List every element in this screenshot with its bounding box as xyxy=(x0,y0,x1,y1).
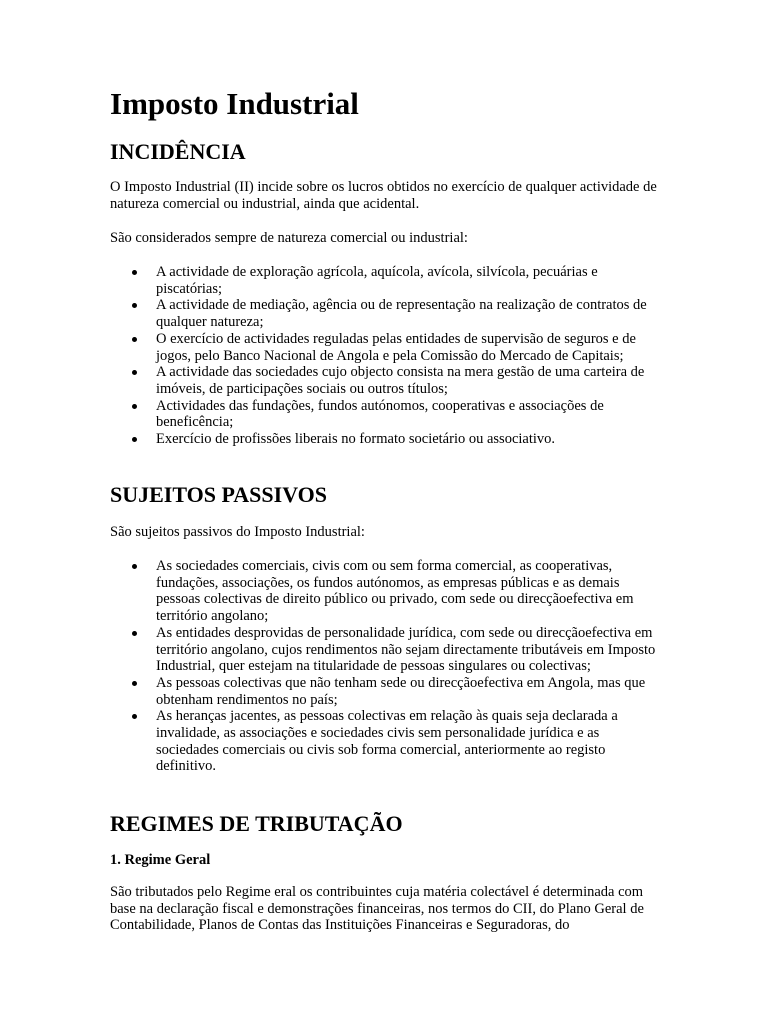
list-item-text: A actividade de mediação, agência ou de representação na realização de contratos de qualquer natureza; xyxy=(156,297,647,331)
paragraph: São tributados pelo Regime eral os contribuintes cuja matéria colectável é determinada com base na declaração fiscal e demonstrações financeiras, nos termos do CII, do Plano Geral de Contabilidade, Planos de Contas das Instituições Financeiras e Seguradoras, do xyxy=(110,884,644,934)
list-item xyxy=(110,675,662,708)
bullet-list-incidencia xyxy=(110,264,662,448)
list-item-text: O exercício de actividades reguladas pelas entidades de supervisão de seguros e de jogos, pelo Banco Nacional de Angola e pela Comissão do Mercado de Capitais; xyxy=(156,330,636,364)
bullet-icon xyxy=(132,631,137,636)
list-item-text: A actividade das sociedades cujo objecto consista na mera gestão de uma carteira de imóveis, de participações sociais ou outros títulos; xyxy=(156,364,645,397)
list-item xyxy=(110,625,662,675)
bullet-list-sujeitos-passivos xyxy=(110,558,662,775)
list-item-text: As heranças jacentes, as pessoas colectivas em relação às quais seja declarada a invalidade, as associações e sociedades civis sem personalidade jurídica e as sociedades comerciais ou civis sob forma comercial, anteriormente ao registo definitivo. xyxy=(156,708,618,775)
list-item xyxy=(110,364,662,397)
list-item xyxy=(110,264,662,297)
list-item-text: As entidades desprovidas de personalidade jurídica, com sede ou direcçãoefectiva em território angolano, cujos rendimentos não sejam directamente tributáveis em Imposto Industrial, quer estejam na titularidade de pessoas singulares ou colectivas; xyxy=(156,624,656,675)
paragraph: O Imposto Industrial (II) incide sobre os lucros obtidos no exercício de qualquer actividade de natureza comercial ou industrial, ainda que acidental. xyxy=(110,179,657,212)
list-item-text: Exercício de profissões liberais no formato societário ou associativo. xyxy=(156,431,556,448)
bullet-icon xyxy=(132,564,137,569)
subheading-regime-geral: 1. Regime Geral xyxy=(110,852,211,868)
list-item xyxy=(110,558,662,625)
list-item-text: Actividades das fundações, fundos autónomos, cooperativas e associações de beneficência; xyxy=(156,397,604,431)
list-item xyxy=(110,431,662,448)
list-item-text: As pessoas colectivas que não tenham sede ou direcçãoefectiva em Angola, mas que obtenham rendimentos no país; xyxy=(156,674,646,708)
paragraph: São considerados sempre de natureza comercial ou industrial: xyxy=(110,230,468,246)
section-heading-sujeitos-passivos: SUJEITOS PASSIVOS xyxy=(110,482,328,507)
bullet-icon xyxy=(132,681,137,686)
list-item xyxy=(110,708,662,775)
bullet-icon xyxy=(132,404,137,409)
list-item xyxy=(110,331,662,364)
bullet-icon xyxy=(132,303,137,308)
paragraph: São sujeitos passivos do Imposto Industrial: xyxy=(110,524,365,540)
bullet-icon xyxy=(132,370,137,375)
bullet-icon xyxy=(132,270,137,275)
bullet-icon xyxy=(132,437,137,442)
bullet-icon xyxy=(132,714,137,719)
list-item-text: As sociedades comerciais, civis com ou sem forma comercial, as cooperativas, fundações, associações, os fundos autónomos, as empresas públicas e as demais pessoas colectivas de direito público ou privado, com sede ou direcçãoefectiva em território angolano; xyxy=(156,558,634,625)
list-item xyxy=(110,297,662,330)
list-item-text: A actividade de exploração agrícola, aquícola, avícola, silvícola, pecuárias e piscatórias; xyxy=(156,264,598,297)
section-heading-incidencia: INCIDÊNCIA xyxy=(110,139,246,164)
bullet-icon xyxy=(132,337,137,342)
document-title: Imposto Industrial xyxy=(110,86,359,121)
list-item xyxy=(110,398,662,431)
section-heading-regimes-de-tributacao: REGIMES DE TRIBUTAÇÃO xyxy=(110,811,403,836)
